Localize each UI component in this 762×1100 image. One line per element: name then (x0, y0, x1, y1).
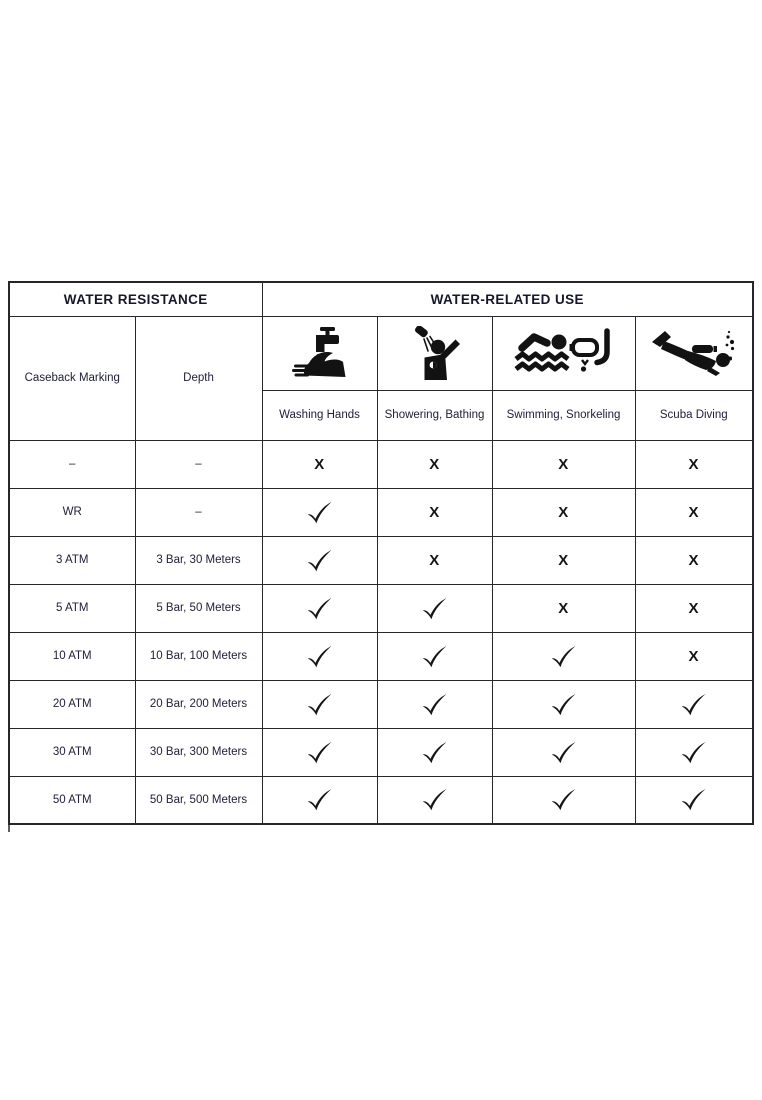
scuba-diving-icon (650, 329, 738, 377)
not-allowed-cell (492, 440, 635, 488)
allowed-cell (262, 584, 377, 632)
showering-icon (407, 326, 463, 380)
check-icon (550, 788, 577, 811)
x-mark: X (558, 599, 569, 617)
not-allowed-cell (635, 632, 753, 680)
check-icon (680, 741, 707, 764)
depth-value: – (135, 488, 262, 536)
table-row (9, 728, 753, 776)
check-icon (421, 597, 448, 620)
allowed-cell (262, 728, 377, 776)
depth-value: 50 Bar, 500 Meters (135, 776, 262, 824)
allowed-cell (262, 632, 377, 680)
not-allowed-cell (635, 584, 753, 632)
not-allowed-cell (377, 440, 492, 488)
table-row (9, 488, 753, 536)
not-allowed-cell (377, 488, 492, 536)
caseback-marking-value: 30 ATM (9, 728, 135, 776)
not-allowed-cell (262, 440, 377, 488)
check-icon (306, 693, 333, 716)
x-mark: X (429, 503, 440, 521)
swimming-snorkeling-icon (514, 328, 614, 378)
check-icon (421, 645, 448, 668)
caseback-marking-value: 10 ATM (9, 632, 135, 680)
allowed-cell (635, 776, 753, 824)
caseback-marking-value: – (9, 440, 135, 488)
not-allowed-cell (492, 584, 635, 632)
depth-value: 30 Bar, 300 Meters (135, 728, 262, 776)
check-icon (680, 693, 707, 716)
allowed-cell (492, 632, 635, 680)
not-allowed-cell (635, 488, 753, 536)
x-mark: X (314, 455, 325, 473)
x-mark: X (558, 455, 569, 473)
allowed-cell (262, 536, 377, 584)
check-icon (306, 741, 333, 764)
water-related-use-title: WATER-RELATED USE (262, 282, 753, 316)
check-icon (306, 597, 333, 620)
not-allowed-cell (635, 440, 753, 488)
scuba-diving-icon-cell (635, 316, 753, 390)
x-mark: X (558, 551, 569, 569)
showering-icon-cell (377, 316, 492, 390)
table-row (9, 776, 753, 824)
scuba-diving-label: Scuba Diving (635, 390, 753, 440)
depth-value: 20 Bar, 200 Meters (135, 680, 262, 728)
caseback-marking-value: 3 ATM (9, 536, 135, 584)
not-allowed-cell (492, 488, 635, 536)
allowed-cell (377, 728, 492, 776)
check-icon (550, 645, 577, 668)
depth-value: – (135, 440, 262, 488)
check-icon (421, 788, 448, 811)
water-resistance-title: WATER RESISTANCE (9, 282, 262, 316)
allowed-cell (262, 776, 377, 824)
cropped-next-row-line (8, 823, 10, 832)
not-allowed-cell (492, 536, 635, 584)
check-icon (421, 741, 448, 764)
table-row (9, 632, 753, 680)
check-icon (306, 501, 333, 524)
allowed-cell (377, 680, 492, 728)
caseback-marking-value: WR (9, 488, 135, 536)
swimming-snorkeling-label: Swimming, Snorkeling (492, 390, 635, 440)
table-row (9, 440, 753, 488)
allowed-cell (492, 776, 635, 824)
allowed-cell (635, 680, 753, 728)
x-mark: X (688, 599, 700, 617)
check-icon (306, 549, 333, 572)
allowed-cell (635, 728, 753, 776)
x-mark: X (429, 551, 440, 569)
table-row (9, 680, 753, 728)
check-icon (306, 645, 333, 668)
allowed-cell (492, 680, 635, 728)
check-icon (306, 788, 333, 811)
caseback-marking-value: 50 ATM (9, 776, 135, 824)
caseback-marking-value: 5 ATM (9, 584, 135, 632)
showering-bathing-label: Showering, Bathing (377, 390, 492, 440)
washing-hands-icon (289, 327, 351, 379)
table-row (9, 584, 753, 632)
table-row (9, 536, 753, 584)
depth-header: Depth (135, 316, 262, 440)
x-mark: X (688, 551, 700, 569)
x-mark: X (688, 503, 700, 521)
allowed-cell (262, 488, 377, 536)
allowed-cell (377, 584, 492, 632)
not-allowed-cell (377, 536, 492, 584)
allowed-cell (377, 776, 492, 824)
check-icon (550, 693, 577, 716)
washing-hands-label: Washing Hands (262, 390, 377, 440)
washing-hands-icon-cell (262, 316, 377, 390)
depth-value: 5 Bar, 50 Meters (135, 584, 262, 632)
not-allowed-cell (635, 536, 753, 584)
allowed-cell (377, 632, 492, 680)
x-mark: X (688, 455, 700, 473)
depth-value: 10 Bar, 100 Meters (135, 632, 262, 680)
allowed-cell (262, 680, 377, 728)
table-body (9, 440, 753, 824)
check-icon (550, 741, 577, 764)
check-icon (421, 693, 448, 716)
check-icon (680, 788, 707, 811)
swimming-snorkeling-icon-cell (492, 316, 635, 390)
depth-value: 3 Bar, 30 Meters (135, 536, 262, 584)
x-mark: X (429, 455, 440, 473)
allowed-cell (492, 728, 635, 776)
caseback-marking-value: 20 ATM (9, 680, 135, 728)
water-resistance-table (8, 281, 754, 825)
x-mark: X (558, 503, 569, 521)
x-mark: X (688, 647, 700, 665)
caseback-marking-header: Caseback Marking (9, 316, 135, 440)
